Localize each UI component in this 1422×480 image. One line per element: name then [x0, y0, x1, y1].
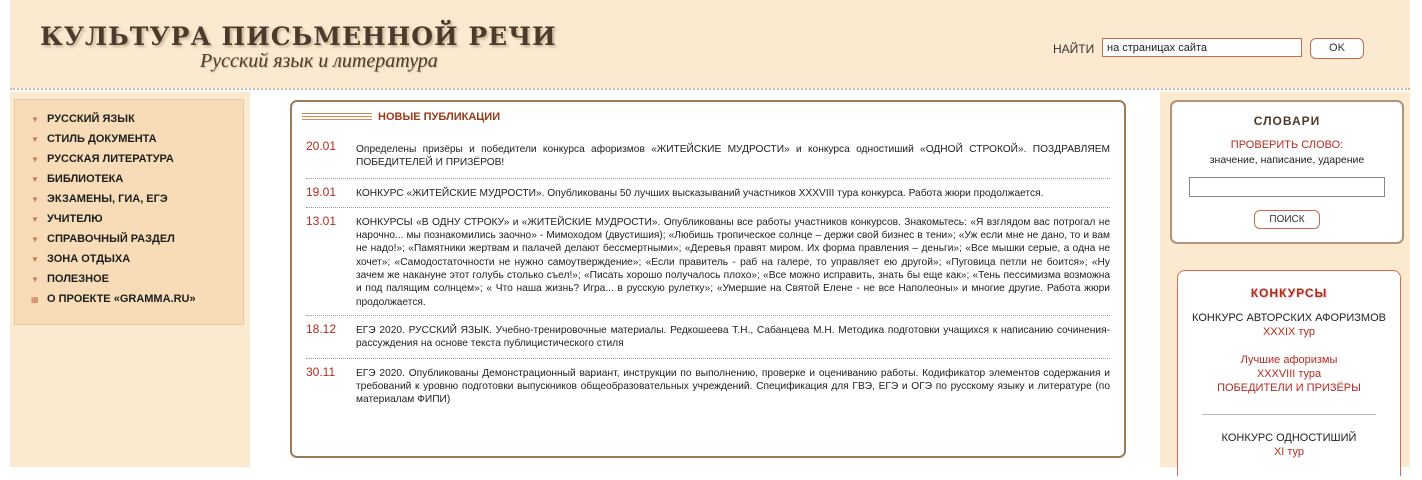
check-word-label: ПРОВЕРИТЬ СЛОВО:: [1230, 139, 1344, 151]
triangle-down-icon: ▼: [31, 194, 39, 204]
sidebar-item-label: БИБЛИОТЕКА: [47, 173, 124, 185]
triangle-down-icon: ▼: [31, 214, 39, 224]
sidebar-item-label: СПРАВОЧНЫЙ РАЗДЕЛ: [47, 233, 175, 245]
news-date: 30.11: [306, 364, 336, 379]
news-list: [306, 136, 1110, 410]
header-divider: [10, 88, 1410, 90]
dictionaries-title: СЛОВАРИ: [1253, 114, 1321, 128]
news-item: [306, 207, 1110, 315]
triangle-down-icon: ▼: [31, 134, 39, 144]
dictionary-search-input[interactable]: [1189, 177, 1385, 197]
sidebar-item-label: О ПРОЕКТЕ «GRAMMA.RU»: [47, 293, 196, 305]
news-text[interactable]: ЕГЭ 2020. РУССКИЙ ЯЗЫК. Учебно-тренировочные материалы. Редкошеева Т.Н., Сабанцева М.Н. Методика подготовки учащихся к написанию сочинения-рассуждения на основе текста публицистического стиля: [356, 324, 1110, 350]
contest-aphorisms-tour-link[interactable]: XXXIX тур: [1262, 326, 1316, 338]
news-date: 19.01: [306, 184, 337, 199]
news-item: [306, 178, 1110, 207]
sidebar-item-label: РУССКИЙ ЯЗЫК: [47, 113, 135, 125]
sidebar-item-about[interactable]: [31, 289, 196, 309]
contests-title: КОНКУРСЫ: [1250, 286, 1328, 300]
news-item: [306, 358, 1110, 411]
contests-divider: [1202, 414, 1376, 415]
sidebar-nav: [14, 99, 244, 325]
sidebar-item-label: ЗОНА ОТДЫХА: [47, 253, 131, 265]
sidebar-item-reference[interactable]: [31, 229, 196, 249]
site-subtitle: Русский язык и литература: [200, 50, 438, 72]
sidebar-item-russian-literature[interactable]: [31, 149, 196, 169]
news-date: 13.01: [306, 213, 337, 228]
sidebar-item-teacher[interactable]: [31, 209, 196, 229]
sidebar-item-library[interactable]: [31, 169, 196, 189]
news-text[interactable]: Определены призёры и победители конкурса афоризмов «ЖИТЕЙСКИЕ МУДРОСТИ» и конкурса одностиший «ОДНОЙ СТРОКОЙ». ПОЗДРАВЛЯЕМ ПОБЕДИТЕЛЕЙ И ПРИЗЁРОВ!: [356, 144, 1110, 169]
triangle-down-icon: ▼: [31, 174, 39, 184]
contests-box: [1177, 270, 1401, 476]
sidebar-item-russian-language[interactable]: [31, 109, 196, 129]
news-item: [306, 136, 1110, 178]
triangle-down-icon: ▼: [31, 154, 39, 164]
dictionaries-box: [1170, 100, 1404, 244]
news-text[interactable]: КОНКУРС «ЖИТЕЙСКИЕ МУДРОСТИ». Опубликованы 50 лучших высказываний участников XXXVIII тура конкурса. Работа жюри продолжается.: [356, 187, 1044, 199]
news-text[interactable]: ЕГЭ 2020. Опубликованы Демонстрационный вариант, инструкции по выполнению, проверке и оцениванию работы. Кодификатор элементов содержания и требований к уровню подготовки выпускников общеобразовательных учреждений. Спецификация для ГВЭ, ЕГЭ и ОГЭ по русскому языку и литературе (по материалам ФИПИ): [356, 367, 1110, 406]
triangle-down-icon: ▼: [31, 254, 39, 264]
check-word-hint: значение, написание, ударение: [1209, 154, 1365, 166]
sidebar-item-exams[interactable]: [31, 189, 196, 209]
best-aphorisms-link[interactable]: Лучшие афоризмы: [1240, 354, 1338, 366]
contest-oneliners-title[interactable]: КОНКУРС ОДНОСТИШИЙ: [1221, 432, 1357, 444]
sidebar-item-useful[interactable]: [31, 269, 196, 289]
news-title: НОВЫЕ ПУБЛИКАЦИИ: [378, 111, 501, 123]
sidebar-item-label: ЭКЗАМЕНЫ, ГИА, ЕГЭ: [47, 193, 168, 205]
sidebar-item-leisure[interactable]: [31, 249, 196, 269]
sidebar-item-document-style[interactable]: [31, 129, 196, 149]
search-label: НАЙТИ: [1053, 42, 1095, 56]
winners-link[interactable]: ПОБЕДИТЕЛИ И ПРИЗЁРЫ: [1217, 382, 1361, 394]
grid-icon: ▦: [31, 294, 39, 304]
news-panel: [290, 100, 1126, 458]
contest-aphorisms-title[interactable]: КОНКУРС АВТОРСКИХ АФОРИЗМОВ: [1192, 312, 1386, 324]
news-item: [306, 315, 1110, 358]
sidebar-item-label: СТИЛЬ ДОКУМЕНТА: [47, 133, 157, 145]
sidebar-item-label: УЧИТЕЛЮ: [47, 213, 103, 225]
sidebar-item-label: РУССКАЯ ЛИТЕРАТУРА: [47, 153, 174, 165]
header-lines-icon: [302, 113, 372, 122]
triangle-down-icon: ▼: [31, 274, 39, 284]
site-search-input[interactable]: [1102, 38, 1302, 57]
dictionary-search-button[interactable]: ПОИСК: [1254, 210, 1320, 229]
site-title[interactable]: КУЛЬТУРА ПИСЬМЕННОЙ РЕЧИ: [40, 22, 557, 51]
search-ok-button[interactable]: OK: [1310, 38, 1364, 59]
header: [10, 0, 1410, 88]
sidebar-item-label: ПОЛЕЗНОЕ: [47, 273, 109, 285]
news-text[interactable]: КОНКУРСЫ «В ОДНУ СТРОКУ» и «ЖИТЕЙСКИЕ МУДРОСТИ». Опубликованы все работы участников конкурсов. Знакомьтесь: «Я взглядом вас потрогал не нарочно... мы познакомились заочно» - Мимоходом (двустишия); «Любишь тропическое солнце – держи свой бизнес в тени»; «Уж если мне не дано, то и вам не надо!»; «Памятники жертвам и палачей делают бессмертными»; «Деревья правят миром. Их форма правления – деньги»; «Все мышки серые, а одна не хочет»; «Самодостаточности не нужно самоутверждение»; «Если правитель - раб на галере, то управляет ею другой»; «Пуговица петли не боится»; «Ну зачем же накануне этот голубь столько съел!»; «Писать хорошо получалось плохо»; «Все можно исправить, знать бы еще как»; «Тень пессимизма возможна и под палящим солнцем»; « Что наша жизнь? Игра... в русскую рулетку»; «Умершие на Святой Елене - не все Наполеоны» и многие другие. Работа жюри продолжается.: [356, 216, 1110, 308]
news-date: 18.12: [306, 321, 337, 336]
best-aphorisms-tour-link[interactable]: XXXVIII тура: [1256, 368, 1322, 380]
triangle-down-icon: ▼: [31, 114, 39, 124]
news-header: [302, 109, 500, 125]
contest-oneliners-tour-link[interactable]: XI тур: [1273, 446, 1305, 458]
triangle-down-icon: ▼: [31, 234, 39, 244]
news-date: 20.01: [306, 139, 337, 153]
